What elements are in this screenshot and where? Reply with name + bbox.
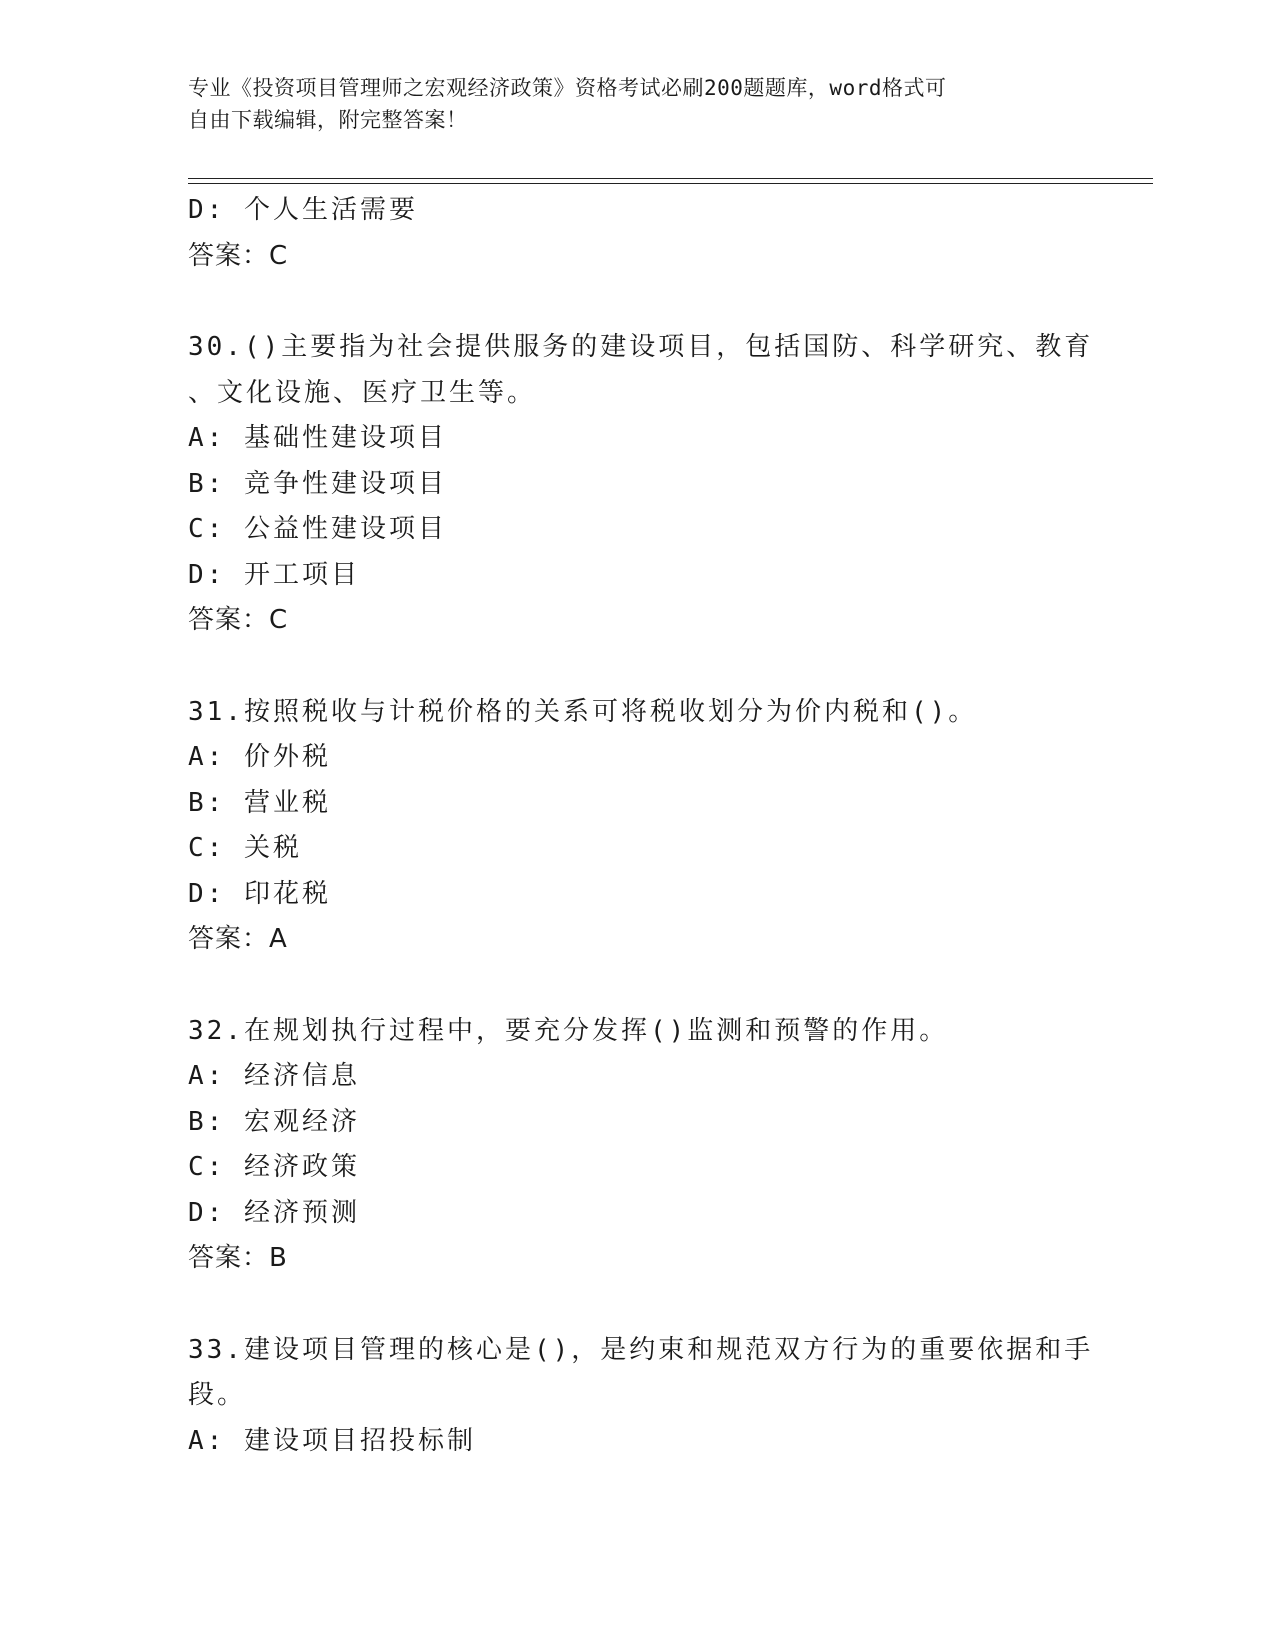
spacer bbox=[188, 644, 1088, 690]
option-a: A: 经济信息 bbox=[188, 1061, 360, 1091]
option-d: D: 开工项目 bbox=[188, 559, 360, 590]
question-content bbox=[188, 188, 1094, 1464]
question-31 bbox=[188, 690, 1088, 963]
question-text: 30.()主要指为社会提供服务的建设项目，包括国防、科学研究、教育 bbox=[188, 332, 1094, 362]
option-a: A: 建设项目招投标制 bbox=[188, 1425, 476, 1456]
question-text: 31.按照税收与计税价格的关系可将税收划分为价内税和()。 bbox=[188, 696, 978, 727]
option-b: B: 竞争性建设项目 bbox=[188, 468, 447, 499]
document-header bbox=[188, 72, 1088, 136]
question-32 bbox=[188, 1009, 1088, 1282]
answer-line: 答案：C bbox=[188, 240, 289, 271]
header-line-1: 专业《投资项目管理师之宏观经济政策》资格考试必刷200题题库，word格式可 bbox=[188, 76, 947, 100]
question-33 bbox=[188, 1328, 1094, 1465]
spacer bbox=[188, 279, 1088, 325]
question-30 bbox=[188, 325, 1094, 644]
spacer bbox=[188, 963, 1088, 1009]
header-line-2: 自由下载编辑，附完整答案！ bbox=[188, 108, 468, 132]
option-b: B: 宏观经济 bbox=[188, 1106, 360, 1137]
option-a: A: 价外税 bbox=[188, 742, 331, 772]
question-text: 32.在规划执行过程中，要充分发挥()监测和预警的作用。 bbox=[188, 1015, 949, 1046]
option-c: C: 公益性建设项目 bbox=[188, 514, 447, 544]
answer-line: 答案：B bbox=[188, 1243, 288, 1273]
option-d: D: 印花税 bbox=[188, 878, 331, 909]
option-c: C: 关税 bbox=[188, 833, 302, 863]
header-divider-bottom bbox=[188, 183, 1153, 184]
question-text: 33.建设项目管理的核心是()，是约束和规范双方行为的重要依据和手 bbox=[188, 1334, 1094, 1365]
option-d: D: 个人生活需要 bbox=[188, 195, 418, 225]
option-d: D: 经济预测 bbox=[188, 1197, 360, 1228]
option-b: B: 营业税 bbox=[188, 787, 331, 818]
question-text-cont: 、文化设施、医疗卫生等。 bbox=[188, 377, 537, 408]
option-a: A: 基础性建设项目 bbox=[188, 423, 447, 453]
question-text-cont: 段。 bbox=[188, 1380, 247, 1410]
header-divider-top bbox=[188, 178, 1153, 179]
option-c: C: 经济政策 bbox=[188, 1152, 360, 1182]
spacer bbox=[188, 1282, 1088, 1328]
answer-line: 答案：C bbox=[188, 605, 289, 635]
answer-line: 答案：A bbox=[188, 924, 288, 954]
